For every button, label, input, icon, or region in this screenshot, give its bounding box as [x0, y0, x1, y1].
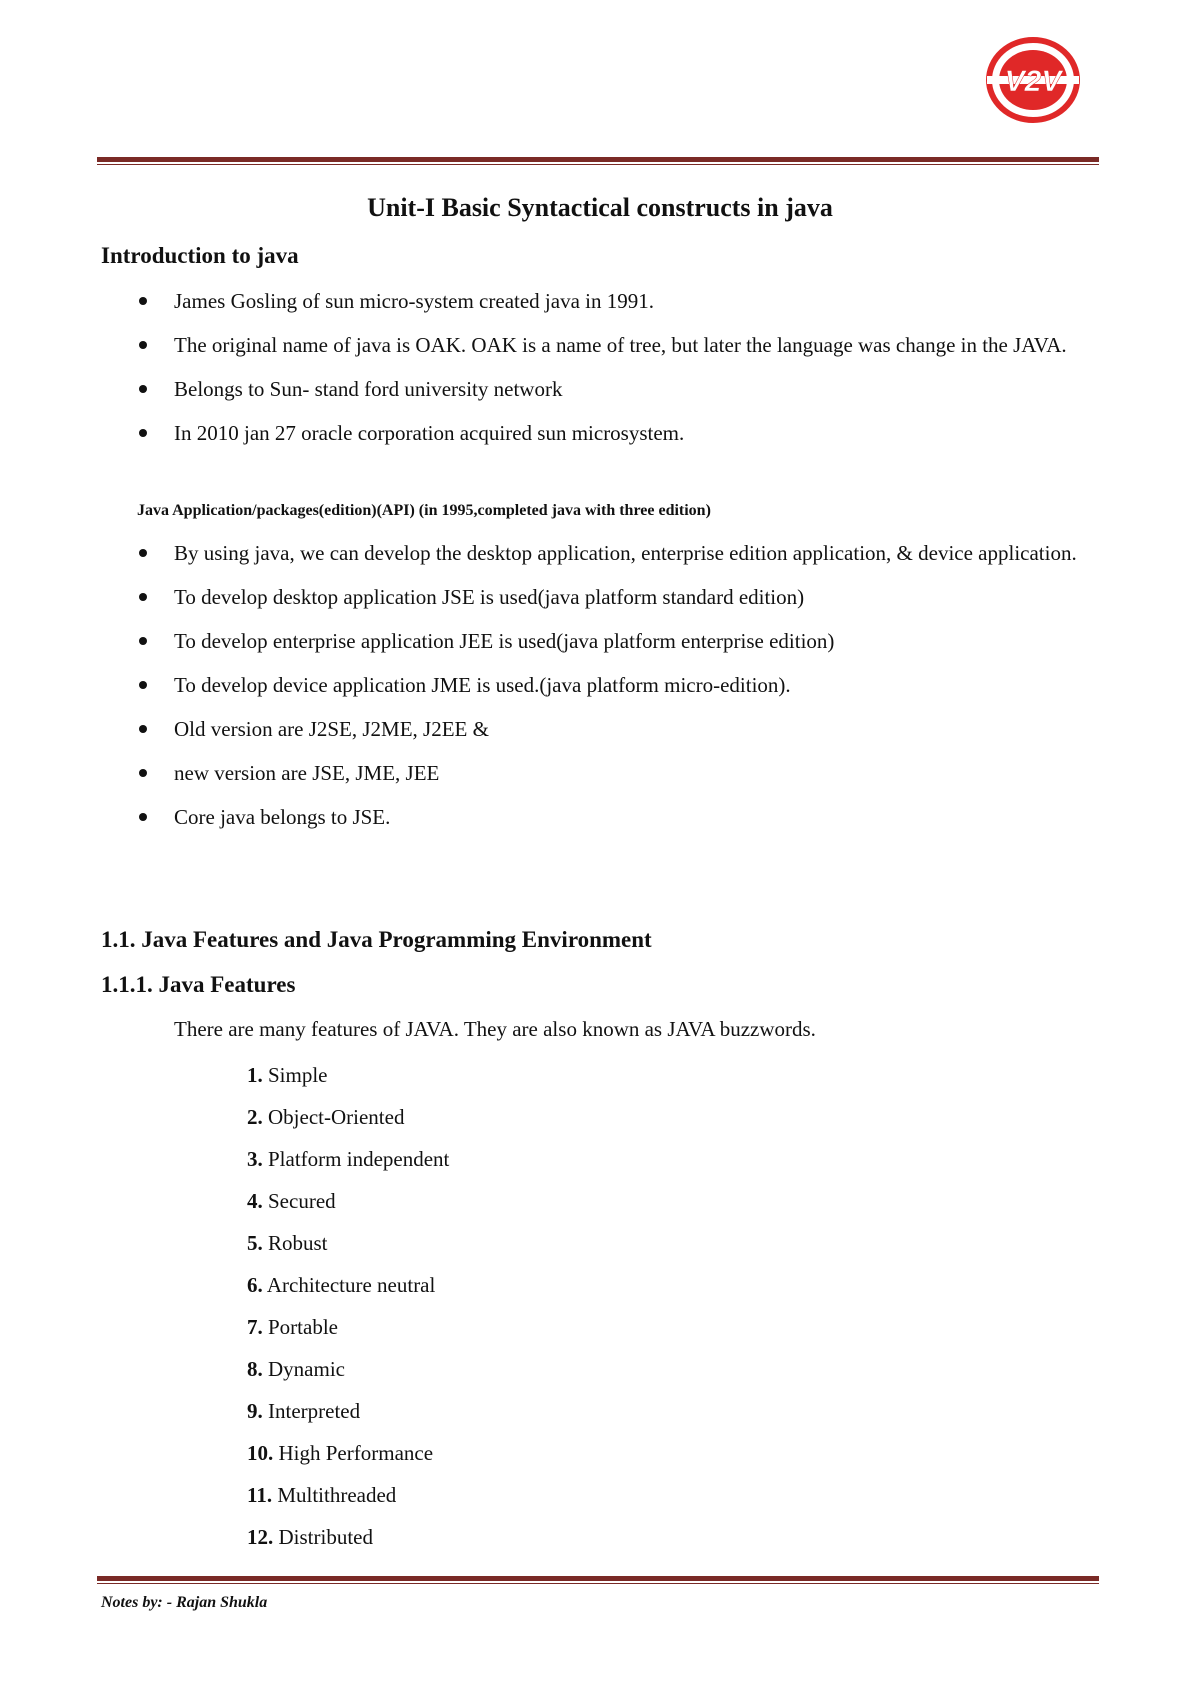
bullet-icon [139, 769, 147, 777]
feature-item [247, 1306, 449, 1348]
feature-item [247, 1054, 449, 1096]
feature-number: 3. [247, 1147, 263, 1171]
bullet-icon [139, 681, 147, 689]
section-heading-1-1-1: 1.1.1. Java Features [101, 972, 296, 997]
list-item [101, 753, 1101, 793]
feature-item [247, 1264, 449, 1306]
logo-text: V2V [1004, 65, 1062, 98]
feature-label: Distributed [278, 1525, 373, 1549]
list-item-text: Old version are J2SE, J2ME, J2EE & [174, 717, 489, 741]
feature-number: 8. [247, 1357, 263, 1381]
feature-item [247, 1432, 449, 1474]
list-item [101, 533, 1101, 573]
header-rule [97, 157, 1099, 165]
list-item-text: To develop enterprise application JEE is used(java platform enterprise edition) [174, 629, 835, 653]
list-item-text: By using java, we can develop the desktop application, enterprise edition application, & device application. [174, 541, 1077, 565]
list-item [101, 709, 1101, 749]
list-item [101, 665, 1101, 705]
feature-label: Interpreted [268, 1399, 361, 1423]
feature-label: Multithreaded [277, 1483, 397, 1507]
bullet-icon [139, 385, 147, 393]
list-item [101, 413, 1101, 453]
feature-item [247, 1390, 449, 1432]
intro-bullet-list [101, 281, 1101, 457]
list-item-text: To develop desktop application JSE is used(java platform standard edition) [174, 585, 805, 609]
list-item-text: James Gosling of sun micro-system created java in 1991. [174, 289, 654, 313]
bullet-icon [139, 341, 147, 349]
list-item-text: Belongs to Sun- stand ford university network [174, 377, 563, 401]
feature-number: 4. [247, 1189, 263, 1213]
section-heading-1-1: 1.1. Java Features and Java Programming Environment [101, 927, 652, 952]
feature-number: 12. [247, 1525, 274, 1549]
feature-number: 2. [247, 1105, 263, 1129]
feature-label: Platform independent [268, 1147, 450, 1171]
list-item [101, 281, 1101, 321]
feature-number: 10. [247, 1441, 274, 1465]
list-item-text: Core java belongs to JSE. [174, 805, 391, 829]
bullet-icon [139, 549, 147, 557]
feature-label: Simple [268, 1063, 328, 1087]
intro-heading: Introduction to java [101, 243, 299, 268]
feature-label: Robust [268, 1231, 328, 1255]
feature-label: Architecture neutral [266, 1273, 436, 1297]
footer-notes-by: Notes by: - Rajan Shukla [101, 1594, 268, 1611]
feature-number: 7. [247, 1315, 263, 1339]
feature-number: 5. [247, 1231, 263, 1255]
feature-item [247, 1096, 449, 1138]
features-list [247, 1054, 449, 1558]
feature-number: 6. [247, 1273, 263, 1297]
list-item [101, 577, 1101, 617]
bullet-icon [139, 813, 147, 821]
page-title: Unit-I Basic Syntactical constructs in java [367, 193, 833, 222]
feature-number: 11. [247, 1483, 273, 1507]
feature-item [247, 1474, 449, 1516]
editions-subheading: Java Application/packages(edition)(API) (in 1995,completed java with three edition) [137, 502, 711, 519]
list-item [101, 325, 1101, 365]
feature-number: 1. [247, 1063, 263, 1087]
feature-label: Dynamic [268, 1357, 345, 1381]
editions-bullet-list [101, 533, 1101, 841]
list-item-text: new version are JSE, JME, JEE [174, 761, 440, 785]
list-item [101, 369, 1101, 409]
feature-number: 9. [247, 1399, 263, 1423]
feature-label: Secured [268, 1189, 336, 1213]
bullet-icon [139, 297, 147, 305]
feature-item [247, 1222, 449, 1264]
list-item-text: To develop device application JME is used.(java platform micro-edition). [174, 673, 791, 697]
feature-item [247, 1138, 449, 1180]
feature-item [247, 1180, 449, 1222]
bullet-icon [139, 593, 147, 601]
feature-label: Object-Oriented [268, 1105, 405, 1129]
feature-item [247, 1348, 449, 1390]
list-item-text: In 2010 jan 27 oracle corporation acquired sun microsystem. [174, 421, 685, 445]
bullet-icon [139, 637, 147, 645]
feature-label: Portable [268, 1315, 338, 1339]
v2v-logo-icon [985, 36, 1081, 124]
feature-label: High Performance [278, 1441, 434, 1465]
bullet-icon [139, 725, 147, 733]
list-item [101, 621, 1101, 661]
feature-item [247, 1516, 449, 1558]
features-intro-text: There are many features of JAVA. They are also known as JAVA buzzwords. [174, 1017, 816, 1041]
list-item [101, 797, 1101, 837]
footer-rule [97, 1576, 1099, 1584]
list-item-text: The original name of java is OAK. OAK is a name of tree, but later the language was change in the JAVA. [174, 333, 1067, 357]
bullet-icon [139, 429, 147, 437]
